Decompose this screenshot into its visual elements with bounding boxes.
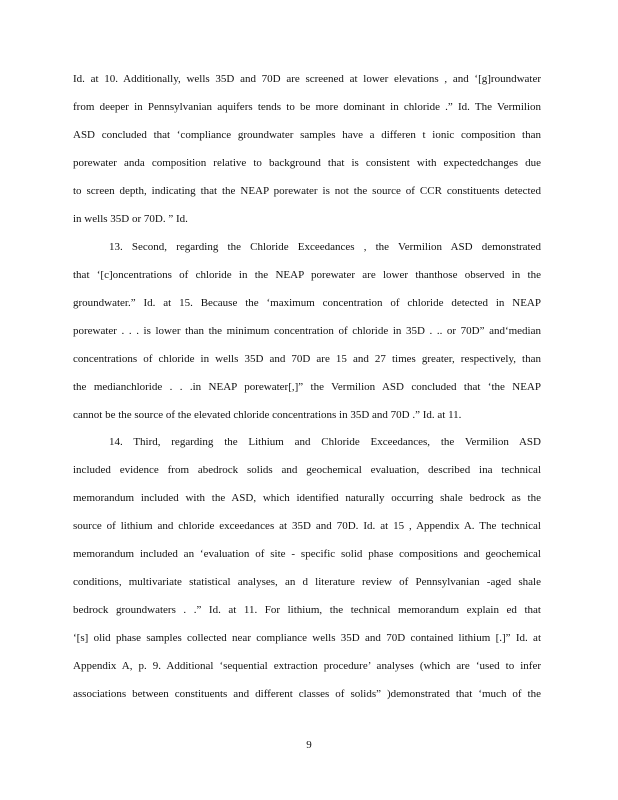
text-line: ASD concluded that ‘compliance groundwater samples have a differen t ionic composition than: [73, 129, 541, 141]
text-line: the medianchloride . . .in NEAP porewater[,]” the Vermilion ASD concluded that ‘the NEAP: [73, 381, 541, 393]
text-line: concentrations of chloride in wells 35D and 70D are 15 and 27 times greater, respectively, than: [73, 353, 541, 365]
paragraph-14-first-line: 14. Third, regarding the Lithium and Chloride Exceedances, the Vermilion ASD: [109, 436, 541, 448]
text-line: memorandum included with the ASD, which identified naturally occurring shale bedrock as the: [73, 492, 541, 504]
text-line: porewater . . . is lower than the minimum concentration of chloride in 35D . .. or 70D” and‘median: [73, 325, 541, 337]
paragraph-13-first-line: 13. Second, regarding the Chloride Exceedances , the Vermilion ASD demonstrated: [109, 241, 541, 253]
text-line: porewater anda composition relative to background that is consistent with expectedchanges due: [73, 157, 541, 169]
text-line: Appendix A, p. 9. Additional ‘sequential extraction procedure’ analyses (which are ‘used to infer: [73, 660, 541, 672]
text-line: to screen depth, indicating that the NEAP porewater is not the source of CCR constituents detected: [73, 185, 541, 197]
text-line: Id. at 10. Additionally, wells 35D and 70D are screened at lower elevations , and ‘[g]roundwater: [73, 73, 541, 85]
page-number: 9: [306, 739, 312, 751]
text-line: source of lithium and chloride exceedances at 35D and 70D. Id. at 15 , Appendix A. The technical: [73, 520, 541, 532]
text-line: groundwater.” Id. at 15. Because the ‘maximum concentration of chloride detected in NEAP: [73, 297, 541, 309]
text-line: conditions, multivariate statistical analyses, an d literature review of Pennsylvanian -aged shale: [73, 576, 541, 588]
text-line: ‘[s] olid phase samples collected near compliance wells 35D and 70D contained lithium [.]” Id. at: [73, 632, 541, 644]
text-line: that ‘[c]oncentrations of chloride in the NEAP porewater are lower thanthose observed in the: [73, 269, 541, 281]
text-line: cannot be the source of the elevated chloride concentrations in 35D and 70D .” Id. at 11.: [73, 409, 462, 421]
text-line: from deeper in Pennsylvanian aquifers tends to be more dominant in chloride .” Id. The Vermilion: [73, 101, 541, 113]
text-line: included evidence from abedrock solids and geochemical evaluation, described ina technical: [73, 464, 541, 476]
text-line: in wells 35D or 70D. ” Id.: [73, 213, 188, 225]
text-line: memorandum included an ‘evaluation of site - specific solid phase compositions and geochemical: [73, 548, 541, 560]
text-line: associations between constituents and different classes of solids” )demonstrated that ‘much of the: [73, 688, 541, 700]
text-line: bedrock groundwaters . .” Id. at 11. For lithium, the technical memorandum explain ed that: [73, 604, 541, 616]
